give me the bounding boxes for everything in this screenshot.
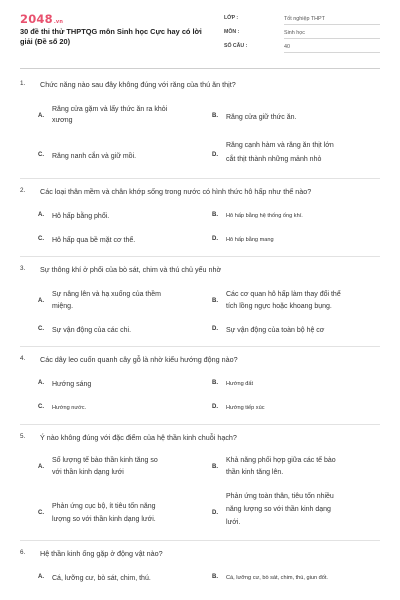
question-3 bbox=[20, 265, 380, 334]
question-2 bbox=[20, 187, 380, 244]
option-letter: B. bbox=[212, 464, 218, 470]
option-text: Răng cạnh hàm và răng ăn thịt lớn bbox=[226, 142, 334, 149]
question-6 bbox=[20, 549, 380, 582]
option-text: Răng nanh cắn và giữ mồi. bbox=[52, 153, 137, 160]
question-text: Hệ thần kinh ống gặp ở động vật nào? bbox=[40, 549, 163, 558]
option-text: Hướng nước. bbox=[52, 405, 87, 411]
option-letter: B. bbox=[212, 212, 218, 218]
meta-value: Sinh học bbox=[284, 28, 380, 39]
option-text: Sự vận động của các chi. bbox=[52, 327, 132, 334]
logo-text: 2048 bbox=[20, 12, 53, 26]
header-divider bbox=[20, 68, 380, 69]
option-letter: B. bbox=[212, 574, 218, 580]
option-letter: C. bbox=[38, 326, 44, 332]
meta-row-class bbox=[224, 13, 380, 27]
option-text: Hô hấp qua bề mặt cơ thể. bbox=[52, 237, 136, 244]
question-number: 5. bbox=[20, 433, 26, 440]
question-text: Chức năng nào sau đây không đúng với răng của thú ăn thịt? bbox=[40, 80, 236, 89]
question-number: 2. bbox=[20, 187, 26, 194]
option-letter: A. bbox=[38, 113, 44, 119]
option-text: lượng so với thần kinh dạng lưới. bbox=[52, 516, 156, 523]
option-letter: C. bbox=[38, 510, 44, 516]
question-text: Các loại thân mềm và chân khớp sống trong nước có hình thức hô hấp như thế nào? bbox=[40, 187, 312, 196]
option-text: cắt thịt thành những mảnh nhỏ bbox=[226, 156, 322, 163]
question-4 bbox=[20, 355, 380, 411]
question-number: 6. bbox=[20, 549, 26, 556]
option-letter: A. bbox=[38, 574, 44, 580]
option-letter: C. bbox=[38, 152, 44, 158]
option-text: Hướng sáng bbox=[52, 381, 92, 388]
option-text: Các cơ quan hô hấp làm thay đổi thể bbox=[226, 291, 341, 298]
option-letter: D. bbox=[212, 152, 218, 158]
option-letter: D. bbox=[212, 510, 218, 516]
option-letter: D. bbox=[212, 236, 218, 242]
question-5 bbox=[20, 433, 380, 526]
question-number: 1. bbox=[20, 80, 26, 87]
meta-label: MÔN : bbox=[224, 29, 240, 35]
option-text: thần kinh tăng lên. bbox=[226, 469, 284, 476]
option-text: Phản ứng cục bộ, ít tiêu tốn năng bbox=[52, 503, 156, 510]
option-text: xương bbox=[52, 117, 73, 124]
option-letter: A. bbox=[38, 298, 44, 304]
option-text: Số lượng tế bào thần kinh tăng so bbox=[52, 457, 158, 464]
option-text: Cá, lưỡng cư, bò sát, chim, thú, giun đốt. bbox=[226, 575, 328, 581]
question-divider bbox=[20, 178, 380, 179]
option-text: Hô hấp bằng mang bbox=[226, 237, 274, 243]
option-text: Hướng tiếp xúc bbox=[226, 405, 265, 411]
meta-value: 40 bbox=[284, 42, 380, 53]
logo-suffix: .vn bbox=[53, 19, 64, 25]
option-letter: B. bbox=[212, 298, 218, 304]
question-text: Sự thông khí ở phổi của bò sát, chim và thú chủ yếu nhờ bbox=[40, 265, 222, 274]
option-text: Cá, lưỡng cư, bò sát, chim, thú. bbox=[52, 575, 151, 582]
question-number: 4. bbox=[20, 355, 26, 362]
option-letter: D. bbox=[212, 326, 218, 332]
question-text: Ý nào không đúng với đặc điểm của hệ thần kinh chuỗi hạch? bbox=[40, 433, 237, 442]
option-text: Hướng đất bbox=[226, 381, 254, 387]
question-1 bbox=[20, 80, 380, 163]
meta-label: LỚP : bbox=[224, 15, 239, 21]
option-letter: C. bbox=[38, 404, 44, 410]
option-letter: C. bbox=[38, 236, 44, 242]
site-logo[interactable] bbox=[20, 12, 63, 26]
option-text: Răng cửa giữ thức ăn. bbox=[226, 114, 297, 121]
option-text: miệng. bbox=[52, 303, 74, 310]
document-header bbox=[0, 0, 400, 68]
option-text: lưới. bbox=[226, 519, 241, 526]
option-letter: B. bbox=[212, 113, 218, 119]
option-text: với thần kinh dạng lưới bbox=[52, 469, 124, 476]
question-divider bbox=[20, 256, 380, 257]
question-text: Các dây leo cuốn quanh cây gỗ là nhờ kiểu hướng động nào? bbox=[40, 355, 238, 364]
option-letter: A. bbox=[38, 380, 44, 386]
option-text: Răng cửa gặm và lấy thức ăn ra khỏi bbox=[52, 106, 168, 113]
option-letter: A. bbox=[38, 464, 44, 470]
meta-value: Tốt nghiệp THPT bbox=[284, 14, 380, 25]
option-text: tích lồng ngực hoặc khoang bụng. bbox=[226, 303, 332, 310]
option-letter: D. bbox=[212, 404, 218, 410]
question-divider bbox=[20, 424, 380, 425]
option-text: Khả năng phối hợp giữa các tế bào bbox=[226, 457, 336, 464]
document-meta bbox=[224, 13, 380, 55]
option-text: Hô hấp bằng hệ thống ống khí. bbox=[226, 213, 303, 219]
question-number: 3. bbox=[20, 265, 26, 272]
meta-row-question-count bbox=[224, 41, 380, 55]
option-text: Hô hấp bằng phổi. bbox=[52, 213, 110, 220]
option-letter: B. bbox=[212, 380, 218, 386]
question-divider bbox=[20, 346, 380, 347]
option-text: Sự nâng lên và hạ xuống của thềm bbox=[52, 291, 161, 298]
option-text: Phản ứng toàn thân, tiêu tốn nhiều bbox=[226, 493, 334, 500]
option-letter: A. bbox=[38, 212, 44, 218]
option-text: Sự vận động của toàn bộ hệ cơ bbox=[226, 327, 325, 334]
meta-label: SỐ CÂU : bbox=[224, 43, 248, 49]
option-text: năng lượng so với thần kinh dạng bbox=[226, 506, 331, 513]
meta-row-subject bbox=[224, 27, 380, 41]
document-title: 30 đề thi thử THPTQG môn Sinh học Cực hay có lời giải (Đề số 20) bbox=[20, 27, 202, 46]
question-divider bbox=[20, 540, 380, 541]
